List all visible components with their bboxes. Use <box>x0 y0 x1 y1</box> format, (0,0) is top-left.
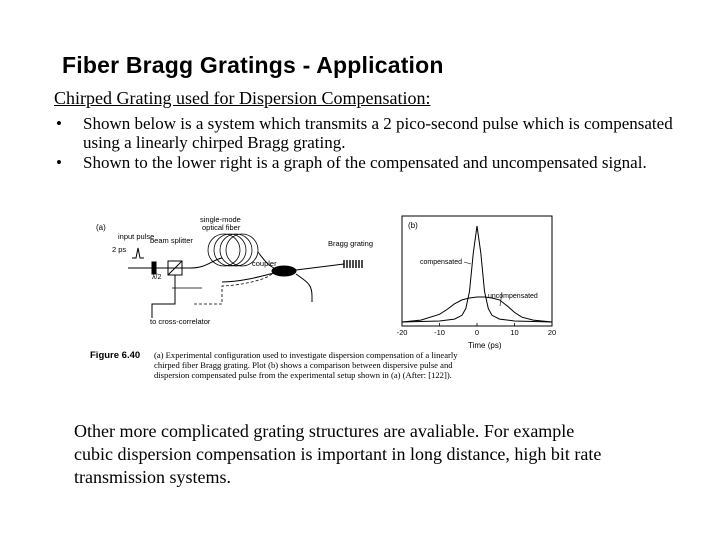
caption-figure-number: Figure 6.40 <box>90 350 141 361</box>
caption-line: dispersion compensated pulse from the experimental setup shown in (a) (After: [122]). <box>154 370 452 380</box>
caption-line: chirped fiber Bragg grating. Plot (b) shows a comparison between dispersive pulse and <box>154 360 453 370</box>
bullet-icon: • <box>56 153 62 172</box>
figure-6-40 <box>72 212 582 390</box>
fiber-coil-icon <box>208 234 258 266</box>
x-tick-label: 0 <box>474 328 480 337</box>
x-tick-label: -10 <box>434 328 445 337</box>
chart-title: (b) <box>408 221 418 230</box>
series-line-uncompensated <box>402 297 552 322</box>
input-pulse-icon <box>132 248 144 258</box>
panel-a-label: (a) <box>96 223 106 232</box>
closing-paragraph: Other more complicated grating structures are avaliable. For example cubic dispersion compensation is important in long distance, high bit rate transmission systems. <box>74 421 602 487</box>
slide-title: Fiber Bragg Gratings - Application <box>62 52 444 78</box>
chart-xlabel: Time (ps) <box>468 341 502 350</box>
x-tick-label: 20 <box>547 328 557 337</box>
chart-panel <box>397 216 557 350</box>
figure-caption <box>90 350 458 380</box>
x-tick-label: 10 <box>510 328 519 337</box>
bragg-label: Bragg grating <box>328 239 374 248</box>
input-pulse-label: input pulse <box>118 232 155 241</box>
pulse-width-label: 2 ps <box>112 245 127 254</box>
plot-frame <box>402 216 552 326</box>
coupler-label: coupler <box>252 259 277 268</box>
bullet-text: Shown below is a system which transmits a 2 pico-second pulse which is compensated using a linearly chirped Bragg grating. <box>83 114 673 152</box>
bragg-grating-icon <box>344 260 362 268</box>
setup-diagram <box>96 215 373 326</box>
bullet-icon: • <box>56 114 62 133</box>
bullet-list <box>56 114 676 173</box>
half-wave-label: λ/2 <box>152 274 162 281</box>
series-line-compensated <box>402 226 552 322</box>
waveplate-icon <box>152 262 156 274</box>
beam-splitter-label: beam splitter <box>150 236 193 245</box>
bullet-text: Shown to the lower right is a graph of the compensated and uncompensated signal. <box>83 153 647 172</box>
label-compensated: compensated <box>420 259 463 266</box>
coupler-icon <box>272 266 296 276</box>
caption-line: (a) Experimental configuration used to investigate dispersion compensation of a linearly <box>154 350 458 360</box>
slide-subtitle: Chirped Grating used for Dispersion Compensation: <box>54 88 431 108</box>
label-uncompensated: uncompensated <box>488 293 538 300</box>
fiber-label-1: single-mode <box>200 215 241 224</box>
cross-correlator-label: to cross-correlator <box>150 317 211 326</box>
bullet-item <box>56 114 676 152</box>
bullet-item <box>56 153 676 172</box>
fiber-label-2: optical fiber <box>202 223 241 232</box>
x-tick-label: -20 <box>396 328 408 337</box>
